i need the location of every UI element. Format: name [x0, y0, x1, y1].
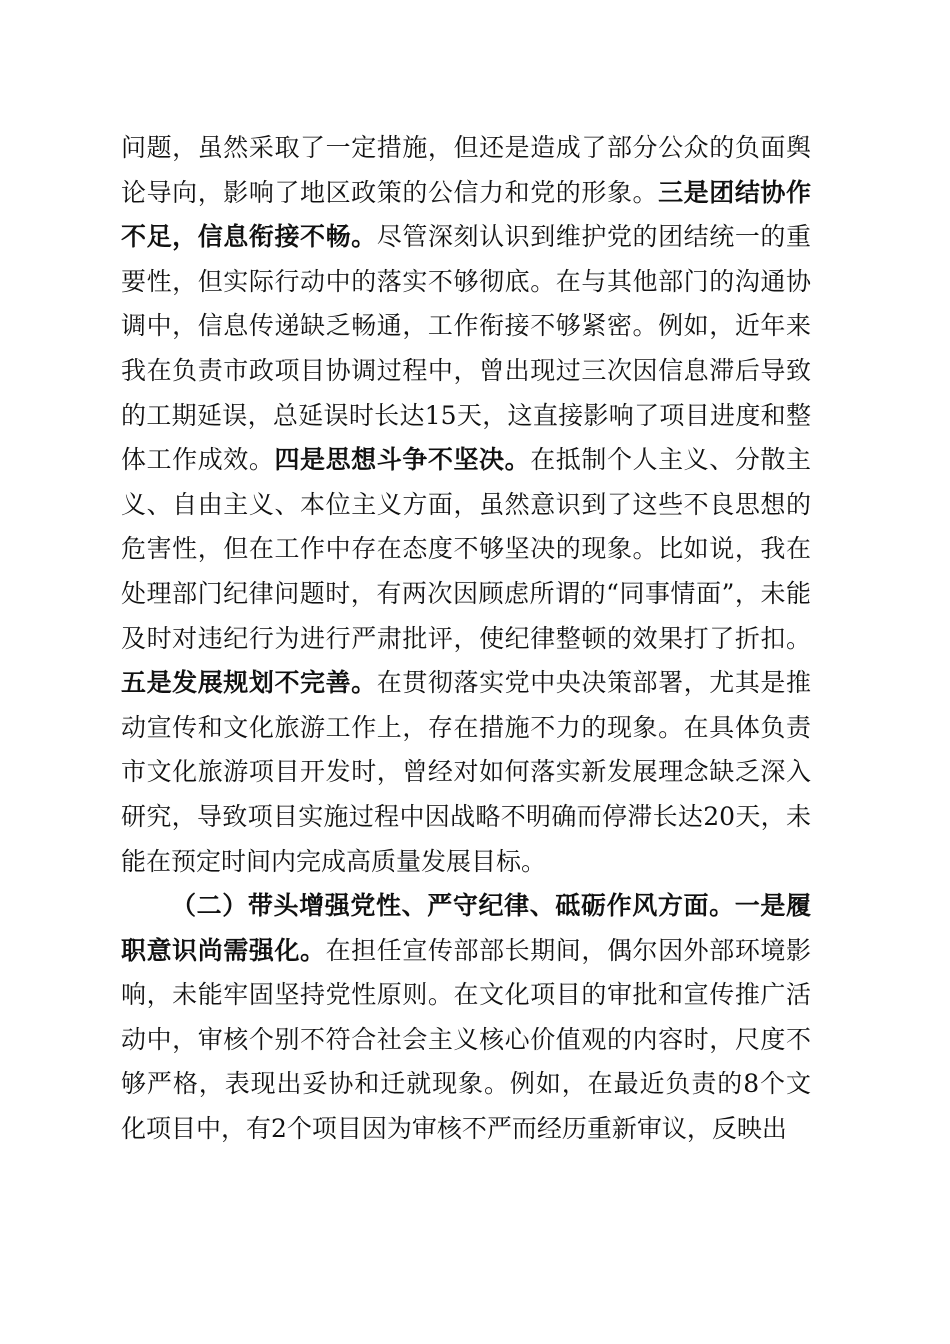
text-segment: 在抵制个人主义、分散主义、自由主义、本位主义方面，虽然意识到了这些不良思想的危害性，但在工作中存在态度不够坚决的现象。比如说，我在处理部门纪律问题时，有两次因顾虑所谓的“同事情面”，未能及时对违纪行为进行严肃批评，使纪律整顿的效果打了折扣。	[121, 445, 811, 653]
paragraph-section-two	[121, 884, 811, 1152]
heading-three-unity: 三是团结协作不足，信息衔接不畅。	[121, 177, 811, 252]
text-segment: 在贯彻落实党中央决策部署，尤其是推动宣传和文化旅游工作上，存在措施不力的现象。在具体负责市文化旅游项目开发时，曾经对如何落实新发展理念缺乏深入研究，导致项目实施过程中因战略不明确而停滞长达20天，未能在预定时间内完成高质量发展目标。	[121, 668, 811, 876]
heading-four-ideology: 四是思想斗争不坚决。	[274, 445, 531, 475]
paragraph-continued	[121, 126, 811, 884]
heading-five-planning: 五是发展规划不完善。	[121, 668, 377, 698]
document-body	[121, 126, 811, 1152]
text-segment: 尽管深刻认识到维护党的团结统一的重要性，但实际行动中的落实不够彻底。在与其他部门的沟通协调中，信息传递缺乏畅通，工作衔接不够紧密。例如，近年来我在负责市政项目协调过程中，曾出现过三次因信息滞后导致的工期延误，总延误时长达15天，这直接影响了项目进度和整体工作成效。	[121, 222, 811, 475]
section-two-heading: （二）带头增强党性、严守纪律、砥砺作风方面。一是履职意识尚需强化。	[121, 891, 811, 965]
text-segment: 在担任宣传部部长期间，偶尔因外部环境影响，未能牢固坚持党性原则。在文化项目的审批和宣传推广活动中，审核个别不符合社会主义核心价值观的内容时，尺度不够严格，表现出妥协和迁就现象。例如，在最近负责的8个文化项目中，有2个项目因为审核不严而经历重新审议，反映出	[121, 935, 811, 1144]
text-segment: 问题，虽然采取了一定措施，但还是造成了部分公众的负面舆论导向，影响了地区政策的公信力和党的形象。	[121, 133, 811, 207]
